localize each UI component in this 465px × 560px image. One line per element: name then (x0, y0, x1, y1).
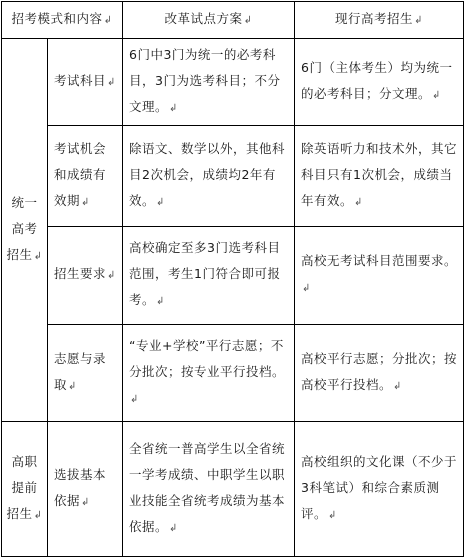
reform-cell: 全省统一普高学生以全省统一学考成绩、中职学生以职业技能全省统考成绩为基本依据。↲ (123, 421, 295, 556)
table-row (2, 125, 464, 226)
item-cell: 志愿与录取↲ (48, 324, 123, 421)
item-cell: 考试科目↲ (48, 38, 123, 125)
paragraph-mark-icon: ↲ (393, 380, 402, 392)
item-cell: 招生要求↲ (48, 227, 123, 324)
paragraph-mark-icon: ↲ (414, 14, 423, 26)
item-cell: 选拔基本依据↲ (48, 421, 123, 556)
paragraph-mark-icon: ↲ (432, 89, 441, 101)
paragraph-mark-icon: ↲ (81, 197, 90, 209)
paragraph-mark-icon: ↲ (169, 102, 178, 114)
table-row (2, 421, 464, 556)
comparison-table (1, 1, 464, 557)
current-cell: 高校无考试科目范围要求。↲ (295, 227, 464, 324)
paragraph-mark-icon: ↲ (156, 296, 165, 308)
item-cell: 考试机会和成绩有效期↲ (48, 125, 123, 226)
header-row (2, 2, 464, 39)
paragraph-mark-icon: ↲ (302, 283, 311, 295)
current-cell: 高校平行志愿；分批次；按高校平行投档。↲ (295, 324, 464, 421)
paragraph-mark-icon: ↲ (354, 197, 363, 209)
current-cell: 高校组织的文化课（不少于3科笔试）和综合素质测评。↲ (295, 421, 464, 556)
paragraph-mark-icon: ↲ (33, 509, 43, 521)
table-row (2, 324, 464, 421)
header-reform-plan: 改革试点方案↲ (123, 2, 295, 39)
table-row (2, 227, 464, 324)
paragraph-mark-icon: ↲ (68, 380, 77, 392)
paragraph-mark-icon: ↲ (243, 14, 253, 26)
paragraph-mark-icon: ↲ (103, 14, 113, 26)
category-cell: 统一高考招生↲ (2, 38, 48, 421)
current-cell: 除英语听力和技术外，其它科目只有1次机会，成绩当年有效。↲ (295, 125, 464, 226)
paragraph-mark-icon: ↲ (33, 250, 43, 262)
current-cell: 6门（主体考生）均为统一的必考科目；分文理。↲ (295, 38, 464, 125)
header-mode-content: 招考模式和内容↲ (2, 2, 123, 39)
reform-cell: 除语文、数学以外，其他科目2次机会，成绩均2年有效。↲ (123, 125, 295, 226)
paragraph-mark-icon: ↲ (169, 522, 178, 534)
table-row (2, 38, 464, 125)
reform-cell: 高校确定至多3门选考科目范围，考生1门符合即可报考。↲ (123, 227, 295, 324)
paragraph-mark-icon: ↲ (81, 496, 90, 508)
reform-cell: “专业+学校”平行志愿；不分批次；按专业平行投档。↲ (123, 324, 295, 421)
header-current-admission: 现行高考招生↲ (295, 2, 464, 39)
paragraph-mark-icon: ↲ (328, 509, 337, 521)
paragraph-mark-icon: ↲ (130, 393, 139, 405)
paragraph-mark-icon: ↲ (156, 197, 165, 209)
reform-cell: 6门中3门为统一的必考科目，3门为选考科目；不分文理。↲ (123, 38, 295, 125)
paragraph-mark-icon: ↲ (107, 76, 116, 88)
paragraph-mark-icon: ↲ (107, 270, 116, 282)
category-cell: 高职提前招生↲ (2, 421, 48, 556)
